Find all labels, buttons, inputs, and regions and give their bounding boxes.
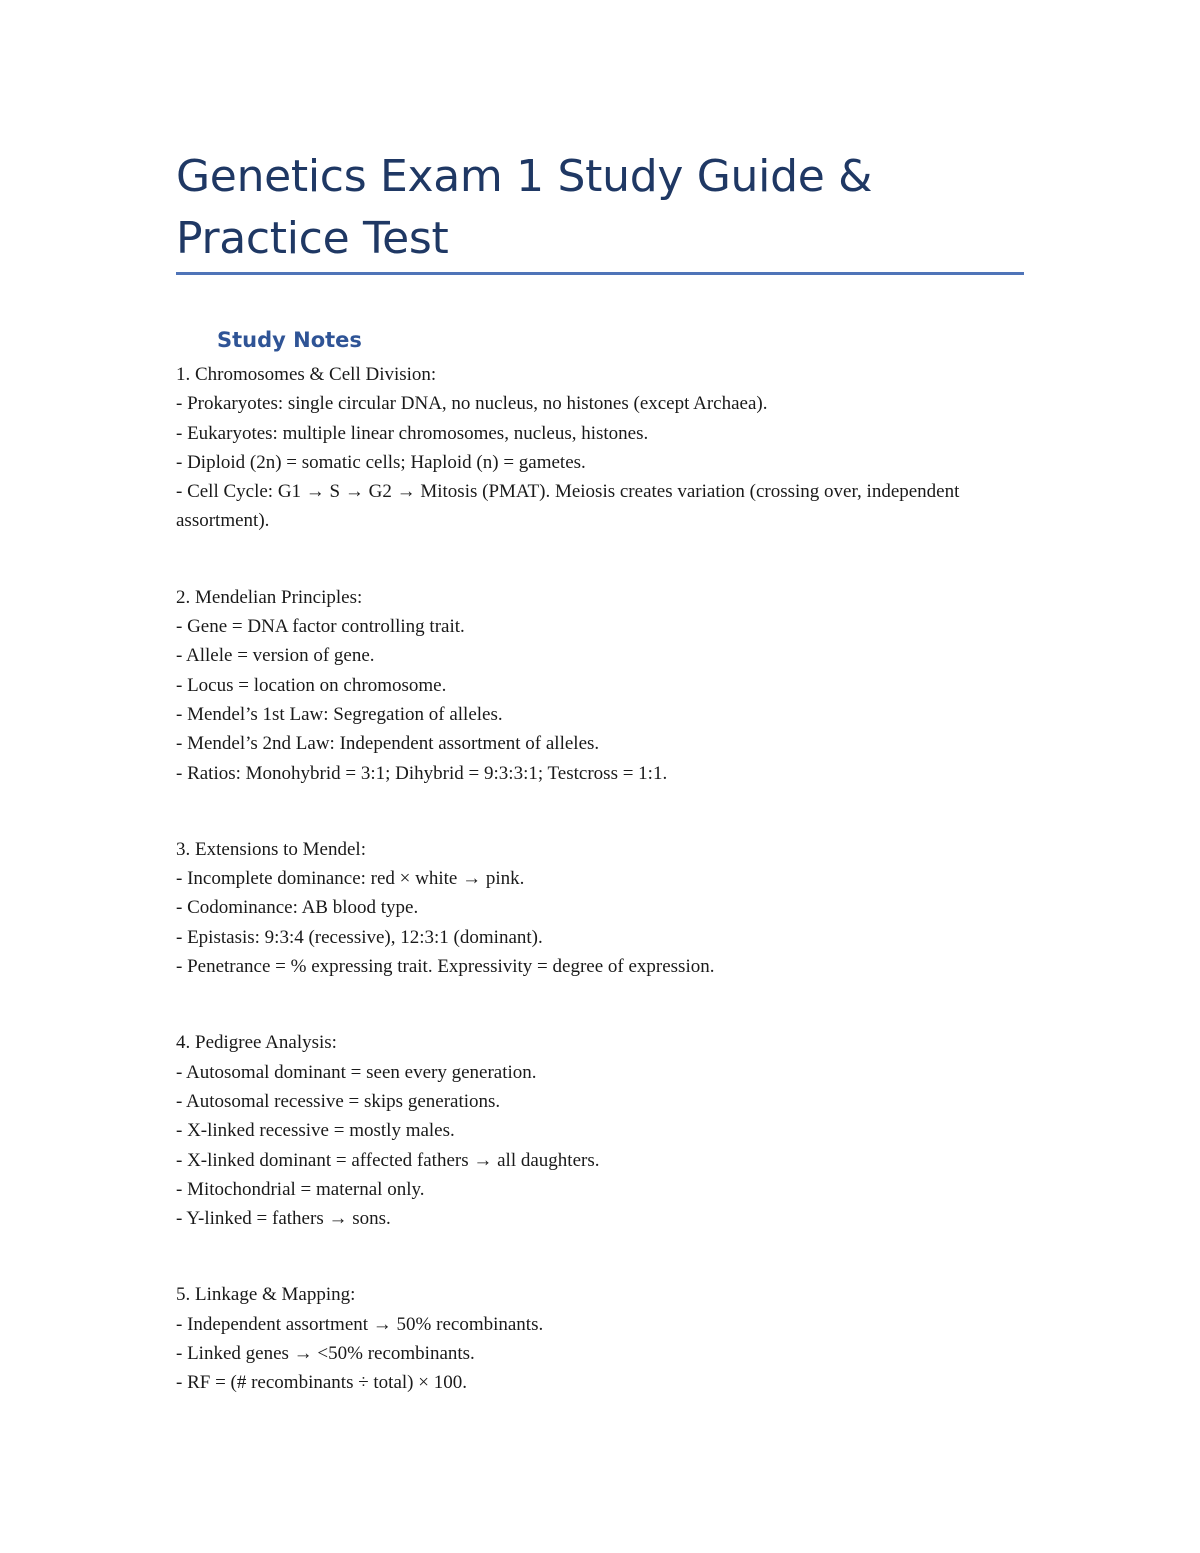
note-line: - Locus = location on chromosome. xyxy=(176,674,447,696)
notes-block-mendelian xyxy=(176,583,1036,788)
note-line: - Independent assortment → 50% recombinants. xyxy=(176,1313,544,1335)
note-line: - Linked genes → <50% recombinants. xyxy=(176,1343,475,1365)
note-line: - Mendel’s 2nd Law: Independent assortment of alleles. xyxy=(176,733,600,755)
study-notes-body xyxy=(176,360,1036,1445)
notes-block-extensions xyxy=(176,835,1036,981)
section-heading-study-notes: Study Notes xyxy=(217,328,362,352)
title-underline xyxy=(176,272,1024,275)
note-line: - Cell Cycle: G1 → S → G2 → Mitosis (PMAT). Meiosis creates variation (crossing over, independent assortment). xyxy=(176,481,960,532)
note-line: - Allele = version of gene. xyxy=(176,645,375,667)
note-line: - Eukaryotes: multiple linear chromosomes, nucleus, histones. xyxy=(176,422,649,444)
note-line: - Epistasis: 9:3:4 (recessive), 12:3:1 (dominant). xyxy=(176,926,543,948)
note-line: - Diploid (2n) = somatic cells; Haploid (n) = gametes. xyxy=(176,451,586,473)
note-line: - Autosomal dominant = seen every generation. xyxy=(176,1061,537,1083)
notes-block-pedigree xyxy=(176,1028,1036,1233)
note-line: - X-linked dominant = affected fathers → all daughters. xyxy=(176,1149,600,1171)
note-line: - Autosomal recessive = skips generations. xyxy=(176,1090,501,1112)
note-line: - Ratios: Monohybrid = 3:1; Dihybrid = 9:3:3:1; Testcross = 1:1. xyxy=(176,762,668,784)
note-line: - X-linked recessive = mostly males. xyxy=(176,1120,455,1142)
block-heading: 2. Mendelian Principles: xyxy=(176,586,363,608)
block-heading: 5. Linkage & Mapping: xyxy=(176,1284,356,1306)
block-heading: 1. Chromosomes & Cell Division: xyxy=(176,364,437,385)
document-title: Genetics Exam 1 Study Guide & Practice Test xyxy=(176,151,873,264)
note-line: - Prokaryotes: single circular DNA, no nucleus, no histones (except Archaea). xyxy=(176,393,768,415)
notes-block-chromosomes xyxy=(176,360,1036,536)
block-heading: 4. Pedigree Analysis: xyxy=(176,1032,337,1054)
note-line: - Penetrance = % expressing trait. Expressivity = degree of expression. xyxy=(176,956,715,978)
block-heading: 3. Extensions to Mendel: xyxy=(176,838,366,860)
note-line: - Incomplete dominance: red × white → pink. xyxy=(176,868,525,890)
note-line: - Y-linked = fathers → sons. xyxy=(176,1208,391,1230)
note-line: - Mendel’s 1st Law: Segregation of alleles. xyxy=(176,703,503,725)
note-line: - Gene = DNA factor controlling trait. xyxy=(176,616,465,638)
note-line: - Codominance: AB blood type. xyxy=(176,897,419,919)
notes-block-linkage xyxy=(176,1280,1036,1397)
note-line: - Mitochondrial = maternal only. xyxy=(176,1178,425,1200)
note-line: - RF = (# recombinants ÷ total) × 100. xyxy=(176,1372,467,1394)
